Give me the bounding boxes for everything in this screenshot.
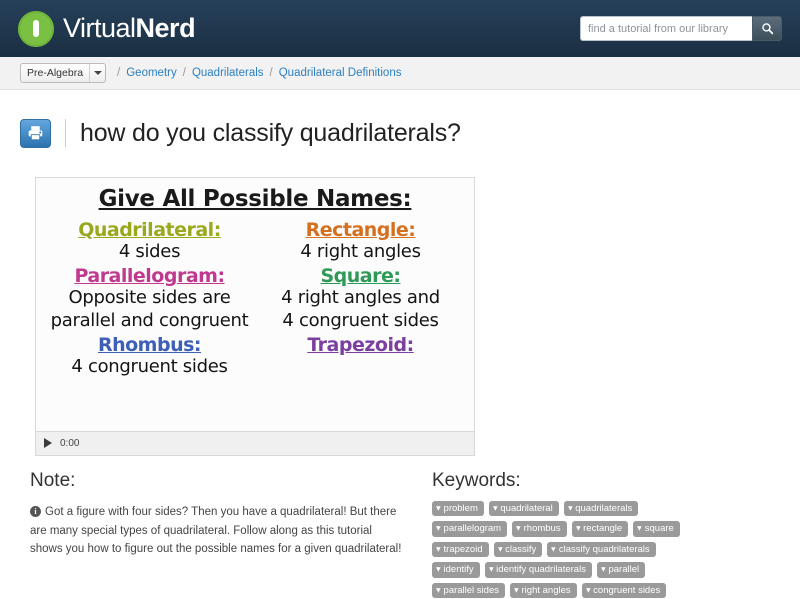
tag-icon: ▸ xyxy=(634,526,645,532)
keyword-tag-label: square xyxy=(644,523,674,534)
page-title: how do you classify quadrilaterals? xyxy=(80,118,461,147)
tag-icon: ▸ xyxy=(513,526,524,532)
keyword-tag[interactable] xyxy=(582,583,667,599)
tag-icon: ▸ xyxy=(573,526,584,532)
keyword-tag-label: trapezoid xyxy=(443,543,483,555)
keyword-tag[interactable] xyxy=(494,542,543,558)
breadcrumb-sep-0: / xyxy=(117,67,121,79)
breadcrumb-item-geometry[interactable]: Geometry xyxy=(126,67,177,79)
keyword-tag-label: rhombus xyxy=(523,523,561,534)
whiteboard-term-quadrilateral xyxy=(46,218,253,265)
subject-select[interactable] xyxy=(20,63,106,83)
whiteboard-term-def-line2: parallel and congruent xyxy=(50,309,249,331)
whiteboard-term-def: 4 right angles xyxy=(300,240,421,262)
keyword-tag-label: right angles xyxy=(521,584,571,596)
player-time: 0:00 xyxy=(60,437,80,449)
tag-icon: ▸ xyxy=(433,526,444,532)
keyword-tag[interactable] xyxy=(597,562,645,578)
site-logo[interactable] xyxy=(18,11,195,47)
tag-icon: ▸ xyxy=(565,505,576,511)
tag-icon: ▸ xyxy=(433,546,444,552)
tag-icon: ▸ xyxy=(495,546,506,552)
whiteboard-term-def: 4 sides xyxy=(118,240,181,262)
whiteboard-term-rectangle xyxy=(257,218,464,265)
whiteboard-term-label: Rectangle: xyxy=(305,218,416,241)
tag-icon: ▸ xyxy=(549,546,560,552)
keywords-heading: Keywords: xyxy=(432,469,521,491)
whiteboard-image xyxy=(36,178,474,431)
whiteboard-term-label: Rhombus: xyxy=(97,334,202,356)
whiteboard-term-def-line2: 4 congruent sides xyxy=(282,309,439,331)
keyword-tag-label: parallel xyxy=(608,564,640,575)
whiteboard-term-label: Quadrilateral: xyxy=(78,218,221,241)
keyword-tag-label: parallel sides xyxy=(443,584,499,596)
whiteboard-term-def: 4 congruent sides xyxy=(71,356,228,377)
print-button[interactable] xyxy=(20,119,51,148)
keyword-tag[interactable] xyxy=(485,562,592,578)
logo-text xyxy=(63,13,195,44)
tag-icon: ▸ xyxy=(433,587,444,593)
keyword-tag-label: congruent sides xyxy=(593,584,661,596)
logo-text-nerd: Nerd xyxy=(135,13,196,43)
keyword-tag-label: identify quadrilaterals xyxy=(496,564,586,575)
whiteboard-term-rhombus xyxy=(46,333,253,380)
whiteboard-term-square xyxy=(257,264,464,333)
logo-text-virtual: Virtual xyxy=(63,13,136,43)
note-section xyxy=(30,470,402,599)
whiteboard-term-trapezoid xyxy=(257,333,464,380)
keyword-tag[interactable] xyxy=(432,562,480,578)
tag-icon: ▸ xyxy=(486,567,497,573)
keyword-tag[interactable] xyxy=(547,542,655,558)
breadcrumb-sep-1: / xyxy=(182,67,186,79)
whiteboard-term-label: Parallelogram: xyxy=(74,265,225,287)
info-icon: i xyxy=(30,506,41,517)
chevron-down-icon xyxy=(89,64,105,82)
keyword-tag[interactable] xyxy=(432,583,505,599)
keyword-tag[interactable] xyxy=(512,521,567,537)
printer-icon xyxy=(27,125,44,141)
breadcrumb-item-quadrilateral-definitions[interactable]: Quadrilateral Definitions xyxy=(278,67,402,79)
note-body: Got a figure with four sides? Then you have a quadrilateral! But there are many special types of quadrilateral. Follow along as this tutorial shows you how to figure out the possible names for a given quadrilateral! xyxy=(30,506,402,556)
player-controls xyxy=(36,431,474,455)
subject-select-label: Pre-Algebra xyxy=(27,67,84,79)
site-header xyxy=(0,0,800,57)
breadcrumb xyxy=(0,57,800,90)
keyword-list xyxy=(432,501,687,599)
whiteboard-term-def-line1: 4 right angles and xyxy=(281,287,440,308)
search-input[interactable] xyxy=(580,16,752,41)
tag-icon: ▸ xyxy=(490,505,501,511)
note-body-wrap xyxy=(30,503,402,559)
keyword-tag[interactable] xyxy=(633,521,680,537)
title-row xyxy=(0,90,800,171)
keyword-tag-label: classify quadrilaterals xyxy=(558,543,650,555)
play-icon[interactable] xyxy=(44,438,52,448)
breadcrumb-sep-2: / xyxy=(269,67,273,79)
exclamation-circle-icon xyxy=(18,11,54,47)
keyword-tag-label: quadrilateral xyxy=(500,502,553,514)
keyword-tag-label: quadrilaterals xyxy=(575,502,633,514)
search-icon xyxy=(761,22,774,35)
whiteboard-term-parallelogram xyxy=(46,264,253,333)
keyword-tag-label: parallelogram xyxy=(443,523,502,534)
whiteboard-grid xyxy=(46,218,464,380)
breadcrumb-item-quadrilaterals[interactable]: Quadrilaterals xyxy=(191,67,264,79)
tag-icon: ▸ xyxy=(433,567,444,573)
keyword-tag[interactable] xyxy=(564,501,639,517)
search-button[interactable] xyxy=(752,16,782,41)
keyword-tag[interactable] xyxy=(432,501,484,517)
keyword-tag-label: identify xyxy=(443,564,474,575)
keywords-section xyxy=(432,470,780,599)
keyword-tag[interactable] xyxy=(510,583,577,599)
lower-content xyxy=(0,456,800,599)
keyword-tag[interactable] xyxy=(572,521,629,537)
tag-icon: ▸ xyxy=(583,587,594,593)
keyword-tag[interactable] xyxy=(432,521,507,537)
keyword-tag[interactable] xyxy=(489,501,559,517)
keyword-tag-label: classify xyxy=(505,543,537,555)
whiteboard-term-def-line1: Opposite sides are xyxy=(68,287,231,308)
tag-icon: ▸ xyxy=(598,567,609,573)
keyword-tag-label: rectangle xyxy=(583,523,623,534)
note-heading: Note: xyxy=(30,469,76,491)
keyword-tag[interactable] xyxy=(432,542,489,558)
tag-icon: ▸ xyxy=(511,587,522,593)
keyword-tag-label: problem xyxy=(443,502,478,514)
whiteboard-term-label: Square: xyxy=(320,265,401,287)
title-divider xyxy=(65,119,66,147)
whiteboard-heading: Give All Possible Names: xyxy=(98,185,412,212)
video-player[interactable] xyxy=(35,177,475,456)
whiteboard-term-label: Trapezoid: xyxy=(307,334,414,356)
tag-icon: ▸ xyxy=(433,505,444,511)
search-form xyxy=(580,16,782,41)
